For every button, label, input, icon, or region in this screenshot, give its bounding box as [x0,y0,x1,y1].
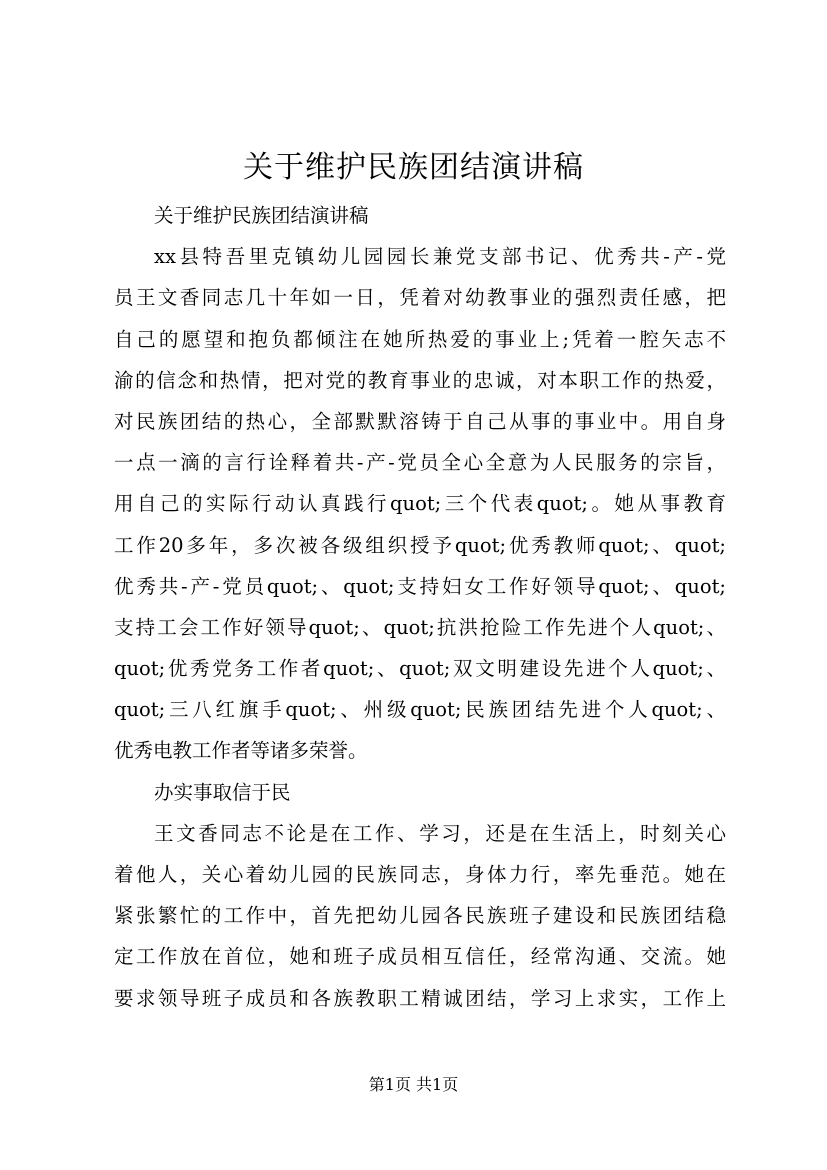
body-line: 工作20多年，多次被各级组织授予quot;优秀教师quot;、quot; [114,533,726,557]
body-line: 着他人，关心着幼儿园的民族同志，身体力行，率先垂范。她在 [114,863,726,886]
body-line: 用自己的实际行动认真践行quot;三个代表quot;。她从事教育 [114,492,726,516]
document-title: 关于维护民族团结演讲稿 [243,150,584,185]
body-line: 王文香同志不论是在工作、学习，还是在生活上，时刻关心 [154,821,726,845]
section-heading: 办实事取信于民 [154,780,291,804]
body-line: 要求领导班子成员和各族教职工精诚团结，学习上求实，工作上 [114,986,726,1010]
body-line: 紧张繁忙的工作中，首先把幼儿园各民族班子建设和民族团结稳 [114,904,726,928]
body-line-subtitle: 关于维护民族团结演讲稿 [154,204,369,227]
body-line: 优秀电教工作者等诸多荣誉。 [114,739,368,763]
body-line: quot;三八红旗手quot;、州级quot;民族团结先进个人quot;、 [114,698,726,722]
body-line: 渝的信念和热情，把对党的教育事业的忠诚，对本职工作的热爱， [114,368,726,392]
body-line: 定工作放在首位，她和班子成员相互信任，经常沟通、交流。她 [114,945,726,969]
page-number-footer: 第1页 共1页 [368,1075,459,1094]
body-line: xx县特吾里克镇幼儿园园长兼党支部书记、优秀共-产-党 [154,245,726,269]
body-line: 员王文香同志几十年如一日，凭着对幼教事业的强烈责任感，把 [114,286,726,310]
body-line: 对民族团结的热心，全部默默溶铸于自己从事的事业中。用自身 [114,409,726,433]
body-line: 支持工会工作好领导quot;、quot;抗洪抢险工作先进个人quot;、 [114,615,726,639]
body-line: 优秀共-产-党员quot;、quot;支持妇女工作好领导quot;、quot; [114,574,726,598]
body-line: 自己的愿望和抱负都倾注在她所热爱的事业上;凭着一腔矢志不 [114,327,726,351]
body-line: quot;优秀党务工作者quot;、quot;双文明建设先进个人quot;、 [114,657,726,681]
document-body [114,195,726,1019]
body-line: 一点一滴的言行诠释着共-产-党员全心全意为人民服务的宗旨， [114,451,726,475]
